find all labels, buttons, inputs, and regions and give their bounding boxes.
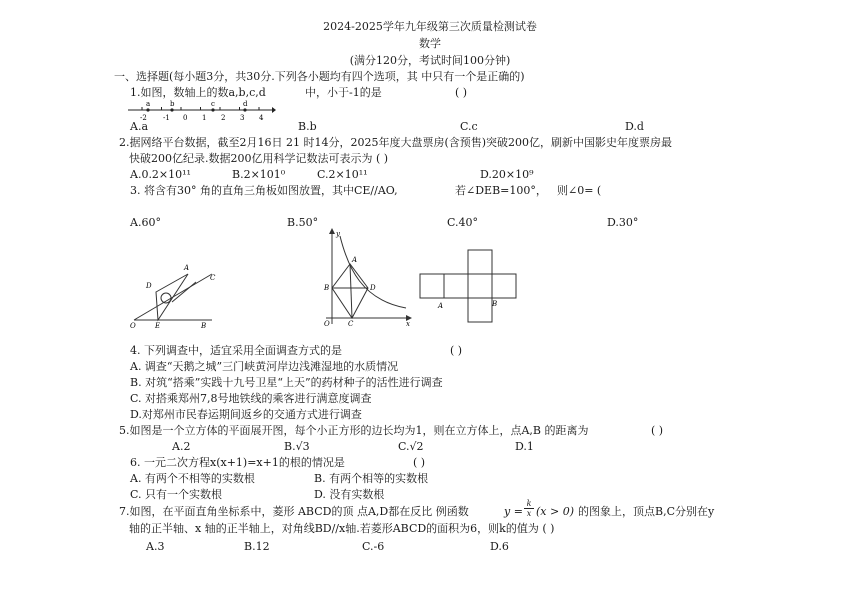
q3-label-d: D <box>146 282 152 290</box>
q7-condition: (x > 0) <box>536 505 574 518</box>
q4-option-d: D.对郑州市民春运期间返乡的交通方式进行调查 <box>130 408 362 421</box>
q6-stem: 6. 一元二次方程x(x+1)=x+1的根的情况是 <box>130 456 345 469</box>
q3-label-o: O <box>130 322 136 330</box>
q1-paren: ( ) <box>455 86 468 99</box>
q7-label-a: A <box>352 256 358 264</box>
q7-option-b: B.12 <box>244 540 270 553</box>
q3-figure <box>126 258 216 330</box>
q2-option-b: B.2×101⁰ <box>232 168 286 181</box>
q6-option-a: A. 有两个不相等的实数根 <box>130 472 255 485</box>
q4-option-a: A. 调查“天鹅之城”三门峡黄河岸边浅滩湿地的水质情况 <box>130 360 399 373</box>
q3-label-b: B <box>201 322 207 330</box>
q1-number-line <box>126 100 276 122</box>
section-heading: 一、选择题(每小题3分，共30分.下列各小题均有四个选项，其 中只有一个是正确的) <box>114 70 525 83</box>
q7-label-b: B <box>324 284 330 292</box>
q1-tick-label: 3 <box>240 114 245 122</box>
q3-label-e: E <box>155 322 161 330</box>
q6-option-c: C. 只有一个实数根 <box>130 488 223 501</box>
q7-label-x: x <box>406 320 410 328</box>
q4-paren: ( ) <box>450 344 463 357</box>
q2-stem-line1: 2.据网络平台数据，截至2月16日 21 时14分，2025年度大盘票房(含预售)突破200亿，刷新中国影史年度票房最 <box>119 136 673 149</box>
q4-option-b: B. 对筑“搭乘”实践十九号卫星“上天”的药材种子的活性进行调查 <box>130 376 443 389</box>
q1-option-a: A.a <box>130 120 148 133</box>
q3-option-c: C.40° <box>447 216 479 229</box>
q6-option-b: B. 有两个相等的实数根 <box>314 472 429 485</box>
q6-paren: ( ) <box>413 456 426 469</box>
q3-label-c: C <box>210 274 216 282</box>
q3-option-b: B.50° <box>287 216 319 229</box>
q7-option-a: A.3 <box>146 540 165 553</box>
q1-point-d: d <box>243 100 248 108</box>
q5-label-b: B <box>492 300 498 308</box>
q5-figure <box>418 250 518 326</box>
q7-option-d: D.6 <box>490 540 509 553</box>
q1-point-c: c <box>211 100 215 108</box>
q1-stem: 1.如图，数轴上的数a,b,c,d <box>130 86 266 99</box>
q7-stem: 7.如图，在平面直角坐标系中，菱形 ABCD的顶 点A,D都在反比 例函数 <box>119 505 469 518</box>
q1-tick-label: -2 <box>140 114 147 122</box>
q7-label-o: O <box>324 320 330 328</box>
q2-stem-line2: 快破200亿纪录.数据200亿用科学记数法可表示为 ( ) <box>129 152 389 165</box>
q5-stem: 5.如图是一个立方体的平面展开图，每个小正方形的边长均为1，则在立方体上，点A,B 的距离为 <box>119 424 589 437</box>
q7-fraction-den: x <box>526 509 532 518</box>
q3-label-a: A <box>184 264 190 272</box>
q2-option-a: A.0.2×10¹¹ <box>130 168 191 181</box>
q7-fraction <box>524 499 534 518</box>
q7-stem-cont: 的图象上，顶点B,C分别在y <box>578 505 715 518</box>
q1-tick-label: -1 <box>163 114 170 122</box>
q3-stem: 3. 将含有30° 角的直角三角板如图放置，其中CE//AO, <box>130 184 398 197</box>
q7-option-c: C.-6 <box>362 540 385 553</box>
q1-point-a: a <box>146 100 151 108</box>
q5-option-c: C.√2 <box>398 440 424 453</box>
q5-option-b: B.√3 <box>284 440 310 453</box>
q2-option-c: C.2×10¹¹ <box>317 168 368 181</box>
q1-tick-label: 2 <box>221 114 226 122</box>
q5-option-a: A.2 <box>172 440 191 453</box>
q1-point-b: b <box>170 100 175 108</box>
q3-stem-end: 则∠0= ( <box>557 184 602 197</box>
q3-option-d: D.30° <box>607 216 639 229</box>
q7-fraction-num: k <box>524 499 534 509</box>
q5-option-d: D.1 <box>515 440 534 453</box>
q1-option-d: D.d <box>625 120 644 133</box>
exam-title: 2024-2025学年九年级第三次质量检测试卷 <box>323 20 537 33</box>
q5-paren: ( ) <box>651 424 664 437</box>
q1-tick-label: 1 <box>202 114 207 122</box>
q3-stem-cont: 若∠DEB=100°， <box>455 184 547 197</box>
q1-tick-label: 4 <box>259 114 264 122</box>
q5-label-a: A <box>438 302 444 310</box>
q4-option-c: C. 对搭乘郑州7,8号地铁线的乘客进行满意度调查 <box>130 392 372 405</box>
q4-stem: 4. 下列调查中，适宜采用全面调查方式的是 <box>130 344 342 357</box>
q1-stem-cont: 中，小于-1的是 <box>305 86 382 99</box>
q7-function-y: y = <box>504 505 523 518</box>
q1-option-b: B.b <box>298 120 317 133</box>
q7-figure <box>318 228 414 330</box>
q7-label-c: C <box>348 320 354 328</box>
exam-subject: 数学 <box>419 37 441 50</box>
q7-stem-line2: 轴的正半轴、x 轴的正半轴上，对角线BD//x轴.若菱形ABCD的面积为6，则k的值为 ( ) <box>129 522 555 535</box>
q7-label-d: D <box>370 284 376 292</box>
q3-option-a: A.60° <box>130 216 161 229</box>
q1-tick-label: 0 <box>183 114 188 122</box>
exam-info: (满分120分，考试时间100分钟) <box>349 54 511 67</box>
q1-option-c: C.c <box>460 120 478 133</box>
q7-label-y: y <box>336 230 340 238</box>
q6-option-d: D. 没有实数根 <box>314 488 385 501</box>
q2-option-d: D.20×10⁹ <box>480 168 534 181</box>
